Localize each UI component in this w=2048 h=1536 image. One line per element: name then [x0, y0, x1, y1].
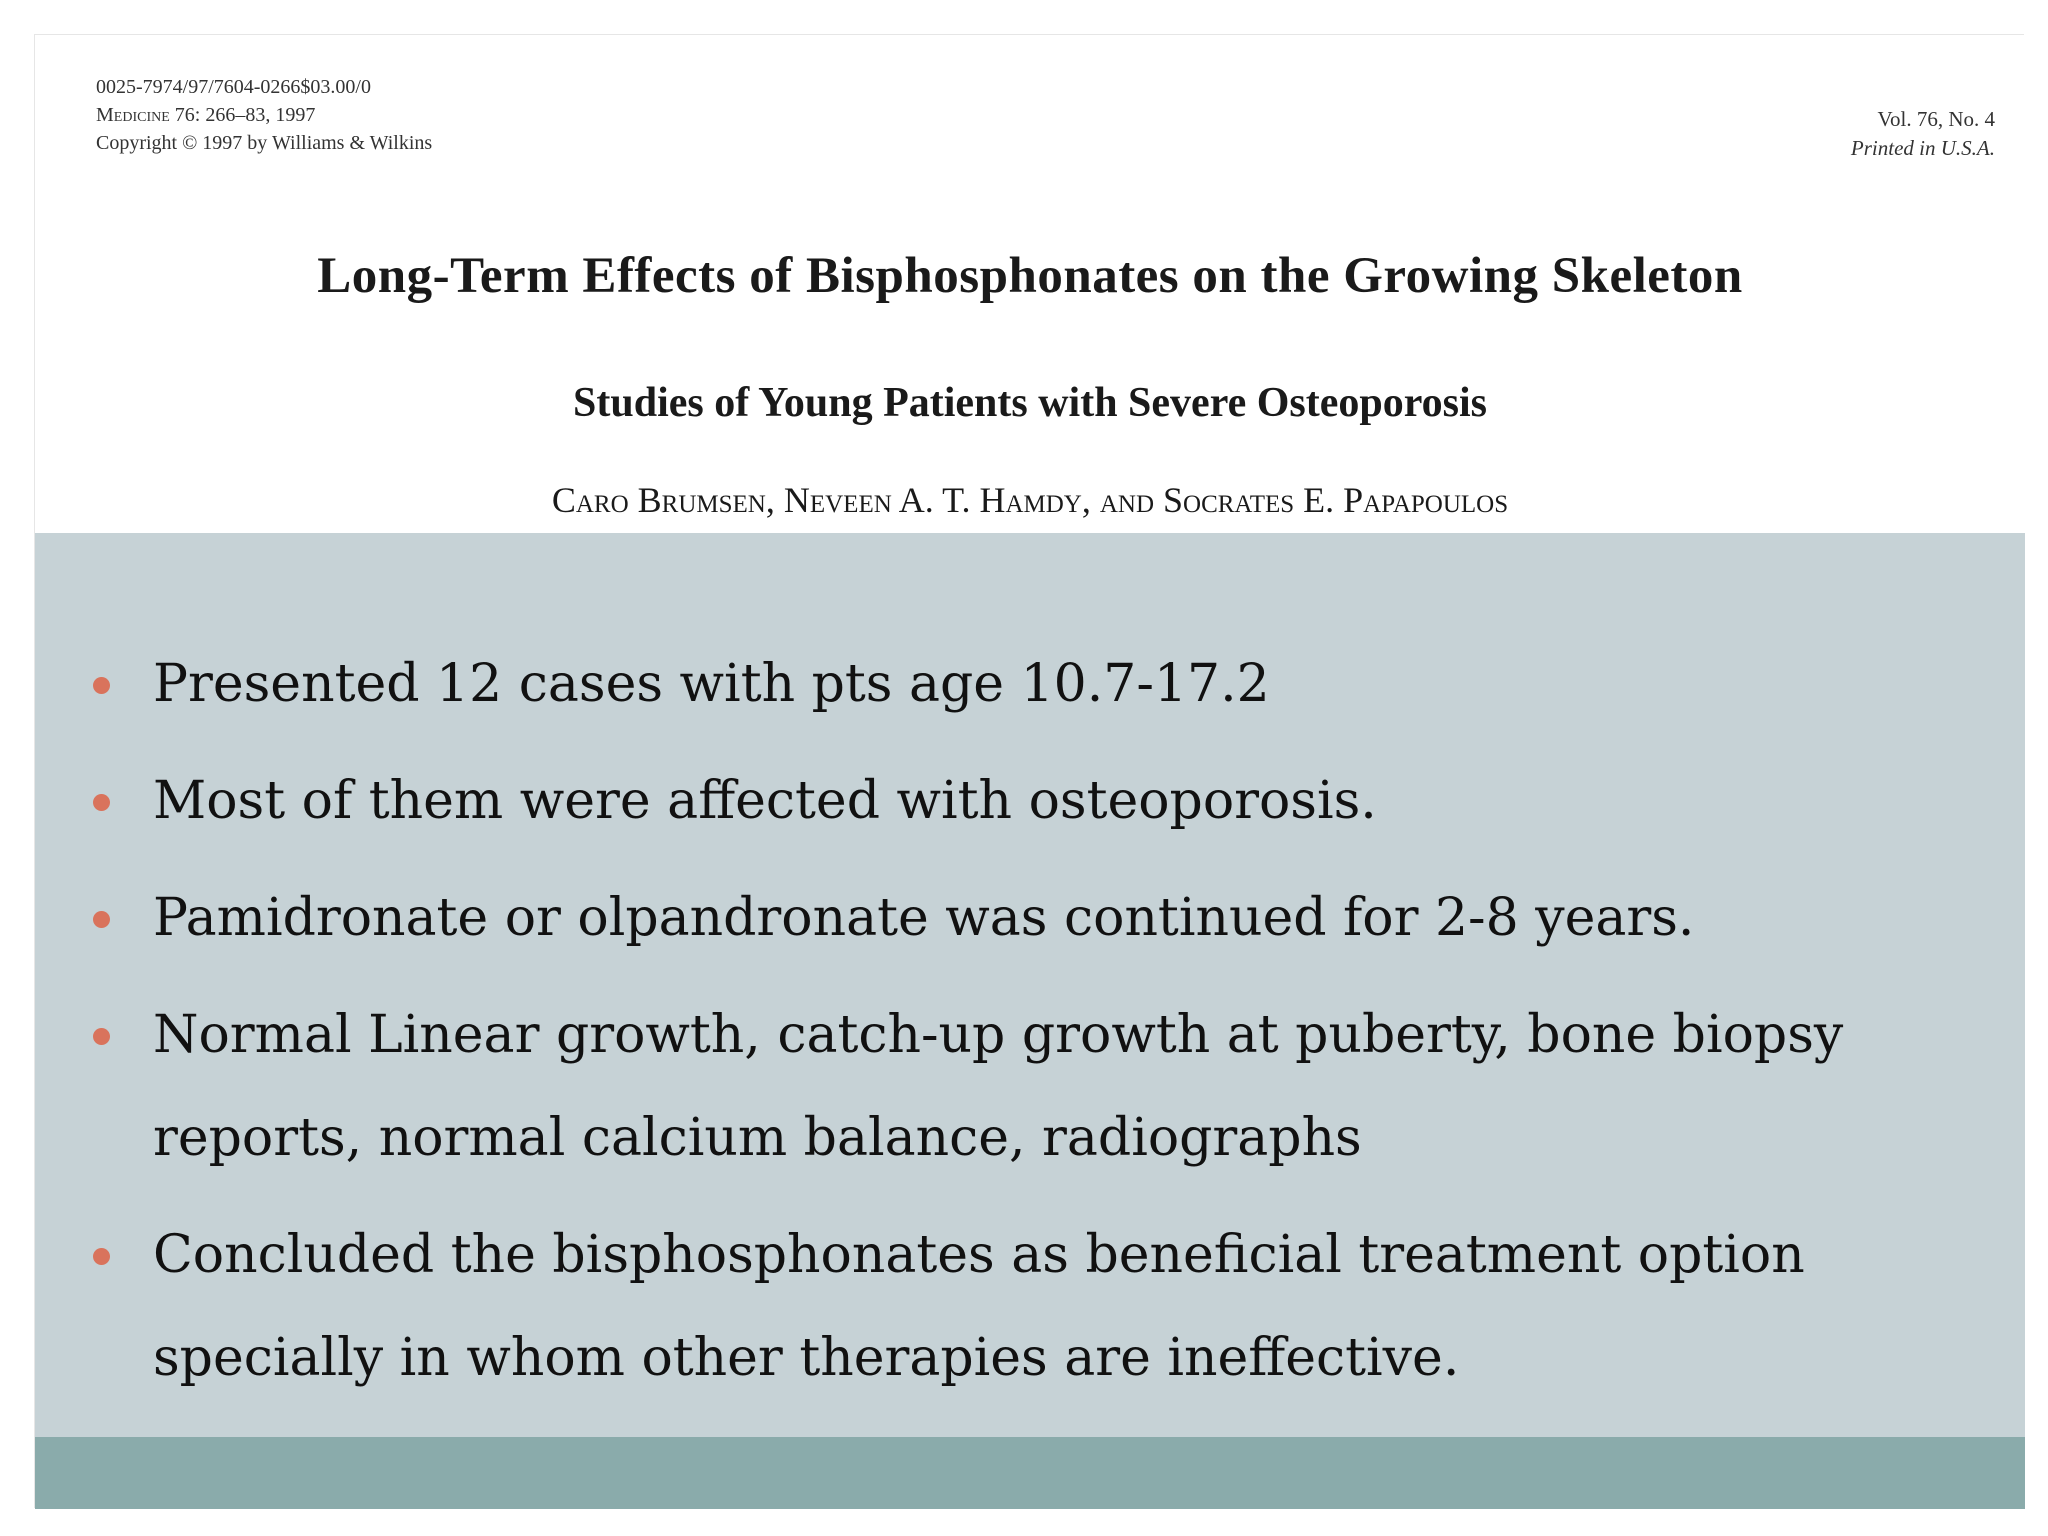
bullet-dot-icon [93, 1028, 110, 1045]
bullet-list [35, 633, 2025, 1424]
article-subtitle: Studies of Young Patients with Severe Osteoporosis [573, 380, 1487, 426]
citation-block [96, 73, 432, 157]
bullet-dot-icon [93, 911, 110, 928]
slide [34, 34, 2024, 1508]
bullet-item [35, 633, 2025, 736]
bullet-text: Normal Linear growth, catch-up growth at puberty, bone biopsy reports, normal calcium balance, radiographs [153, 1005, 1844, 1168]
bullet-dot-icon [93, 794, 110, 811]
journal-volume-pages: 76: 266–83, 1997 [169, 104, 316, 126]
bullet-dot-icon [93, 1248, 110, 1265]
copyright-line: Copyright © 1997 by Williams & Wilkins [96, 132, 433, 154]
article-title: Long-Term Effects of Bisphosphonates on the Growing Skeleton [317, 248, 1743, 304]
bullet-item [35, 867, 2025, 970]
bullet-item [35, 1204, 2025, 1410]
issue-block [1851, 105, 1995, 163]
bullet-text: Most of them were affected with osteoporosis. [153, 771, 1377, 831]
journal-reference [96, 101, 432, 129]
bullet-text: Pamidronate or olpandronate was continued for 2-8 years. [153, 888, 1695, 948]
bullet-text: Presented 12 cases with pts age 10.7-17.2 [153, 654, 1270, 714]
printed-line: Printed in U.S.A. [1850, 136, 1995, 160]
article-authors: Caro Brumsen, Neveen A. T. Hamdy, and Socrates E. Papapoulos [551, 480, 1509, 520]
journal-name: Medicine [96, 104, 170, 126]
content-panel [35, 533, 2025, 1437]
bullet-item [35, 984, 2025, 1190]
footer-bar [35, 1437, 2025, 1509]
bullet-text: Concluded the bisphosphonates as beneficial treatment option specially in whom other therapies are ineffective. [153, 1225, 1805, 1388]
article-header-image [35, 35, 2025, 533]
bullet-dot-icon [93, 677, 110, 694]
bullet-item [35, 750, 2025, 853]
volume-line: Vol. 76, No. 4 [1877, 107, 1995, 131]
citation-code: 0025-7974/97/7604-0266$03.00/0 [96, 76, 371, 98]
